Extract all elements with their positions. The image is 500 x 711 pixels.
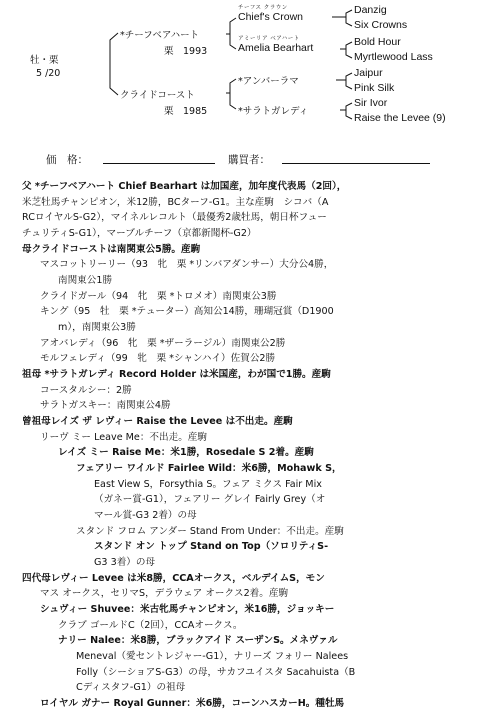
- g3-4: Myrtlewood Lass: [354, 51, 433, 63]
- g3-1: Danzig: [354, 4, 387, 16]
- sire-dam-name: Amelia Bearhart: [238, 42, 314, 54]
- line-ggdam-9: スタンド オン トップ Stand on Top（ソロリティS-: [94, 541, 329, 552]
- line-dam-8: モルフェレディ（99 牝 栗 *シャンハイ）佐賀公2勝: [40, 353, 276, 364]
- sire-color-year: 栗 1993: [164, 46, 208, 57]
- line-gggdam-4: クラブ ゴールドC（2回），CCAオークス。: [58, 620, 243, 631]
- line-sire-2: 米芝牡馬チャンピオン，米12勝，BCターフ-G1。主な産駒 シコバ（A: [22, 197, 329, 208]
- sire-dam-ruby: アミーリア ベアハート: [238, 36, 300, 42]
- line-ggdam-1: 曾祖母レイズ ザ レヴィー Raise the Levee は不出走。産駒: [22, 416, 293, 427]
- line-sire-1: 父 *チーフベアハート Chief Bearhart は加国産，加年度代表馬（2回），: [22, 181, 347, 192]
- buyer-field[interactable]: [282, 152, 430, 164]
- line-dam-2: マスコットリーリー（93 牝 栗 *リンバアダンサー）大分公4勝，: [40, 259, 334, 270]
- line-dam-3: 南関東公1勝: [58, 275, 113, 286]
- line-ggdam-4: フェアリー ワイルド Fairlee Wild：米6勝，Mohawk S，: [76, 463, 342, 474]
- line-dam-7: アオバレディ（96 牝 栗 *ザーラージル）南関東公2勝: [40, 338, 286, 349]
- line-gggdam-3: シュヴィー Shuvee：米古牝馬チャンピオン，米16勝，ジョッキー: [40, 604, 335, 615]
- line-sire-3: RCロイヤルS-G2），マイネルレコルト（最優秀2歳牡馬，朝日杯フュー: [22, 212, 327, 223]
- line-gggdam-2: マス オークス，セリマS，デラウェア オークス2着。産駒: [40, 588, 289, 599]
- line-ggdam-10: G3 3着）の母: [94, 557, 156, 568]
- line-gggdam-6: Meneval（愛セントレジャー-G1），ナリーズ フォリー Nalees: [76, 651, 349, 662]
- line-dam-5: キング（95 牡 栗 *テューター）高知公14勝，珊瑚冠賞（D1900: [40, 306, 334, 317]
- line-dam-4: クライドガール（94 牝 栗 *トロメオ）南関東公3勝: [40, 291, 277, 302]
- birth-date: 5 /20: [36, 68, 61, 79]
- line-gggdam-8: Cディスタフ-G1）の祖母: [76, 682, 186, 693]
- price-label: 価 格：: [46, 154, 88, 166]
- g3-7: Sir Ivor: [354, 97, 388, 109]
- sire-sire-name: Chief's Crown: [238, 11, 304, 23]
- line-dam-1: 母クライドコーストは南関東公5勝。産駒: [22, 244, 201, 255]
- line-ggdam-3: レイズ ミー Raise Me：米1勝，Rosedale S 2着。産駒: [58, 447, 314, 458]
- line-dam-6: m），南関東公3勝: [58, 322, 136, 333]
- line-gdam-1: 祖母 *サラトガレディ Record Holder は米国産，わが国で1勝。産駒: [22, 369, 331, 380]
- dam-dam-name: *サラトガレディ: [238, 106, 309, 117]
- dam-color-year: 栗 1985: [164, 106, 208, 117]
- g3-3: Bold Hour: [354, 36, 401, 48]
- line-gggdam-1: 四代母レヴィー Levee は米8勝，CCAオークス，ベルデイムS，モン: [22, 573, 325, 584]
- g3-2: Six Crowns: [354, 19, 408, 31]
- line-gggdam-7: Folly（シーショアS-G3）の母，サカフユイスタ Sacahuista（B: [76, 667, 356, 678]
- line-gggdam-9: ロイヤル ガナー Royal Gunner：米6勝，コーンハスカーH。種牡馬: [40, 698, 345, 709]
- g3-8: Raise the Levee (9): [354, 112, 446, 124]
- line-ggdam-6: （ガネー賞-G1），フェアリー グレイ Fairly Grey（オ: [94, 494, 326, 505]
- line-ggdam-7: マール賞-G3 2着）の母: [94, 510, 197, 521]
- dam-name: クライドコースト: [120, 90, 195, 101]
- line-gggdam-5: ナリー Nalee：米8勝，ブラックアイド スーザンS。メネヴァル: [58, 635, 338, 646]
- line-gdam-3: サラトガスキー：南関東公4勝: [40, 400, 171, 411]
- line-ggdam-2: リーヴ ミー Leave Me：不出走。産駒: [40, 432, 207, 443]
- price-field[interactable]: [103, 152, 215, 164]
- dam-sire-name: *アンバーラマ: [238, 76, 299, 87]
- buyer-label: 購買者：: [228, 154, 270, 166]
- line-ggdam-8: スタンド フロム アンダー Stand From Under：不出走。産駒: [76, 526, 344, 537]
- g3-6: Pink Silk: [354, 82, 395, 94]
- g3-5: Jaipur: [354, 67, 383, 79]
- sex-color: 牡・栗: [30, 55, 59, 66]
- line-ggdam-5: East View S，Forsythia S。フェア ミクス Fair Mix: [94, 479, 322, 490]
- line-gdam-2: コースタルシー：2勝: [40, 385, 132, 396]
- sire-name: *チーフベアハート: [120, 30, 200, 41]
- sire-sire-ruby: チーフス クラウン: [238, 5, 288, 11]
- line-sire-4: チュリティS-G1），マーブルチーフ（京都新聞杯-G2）: [22, 228, 257, 239]
